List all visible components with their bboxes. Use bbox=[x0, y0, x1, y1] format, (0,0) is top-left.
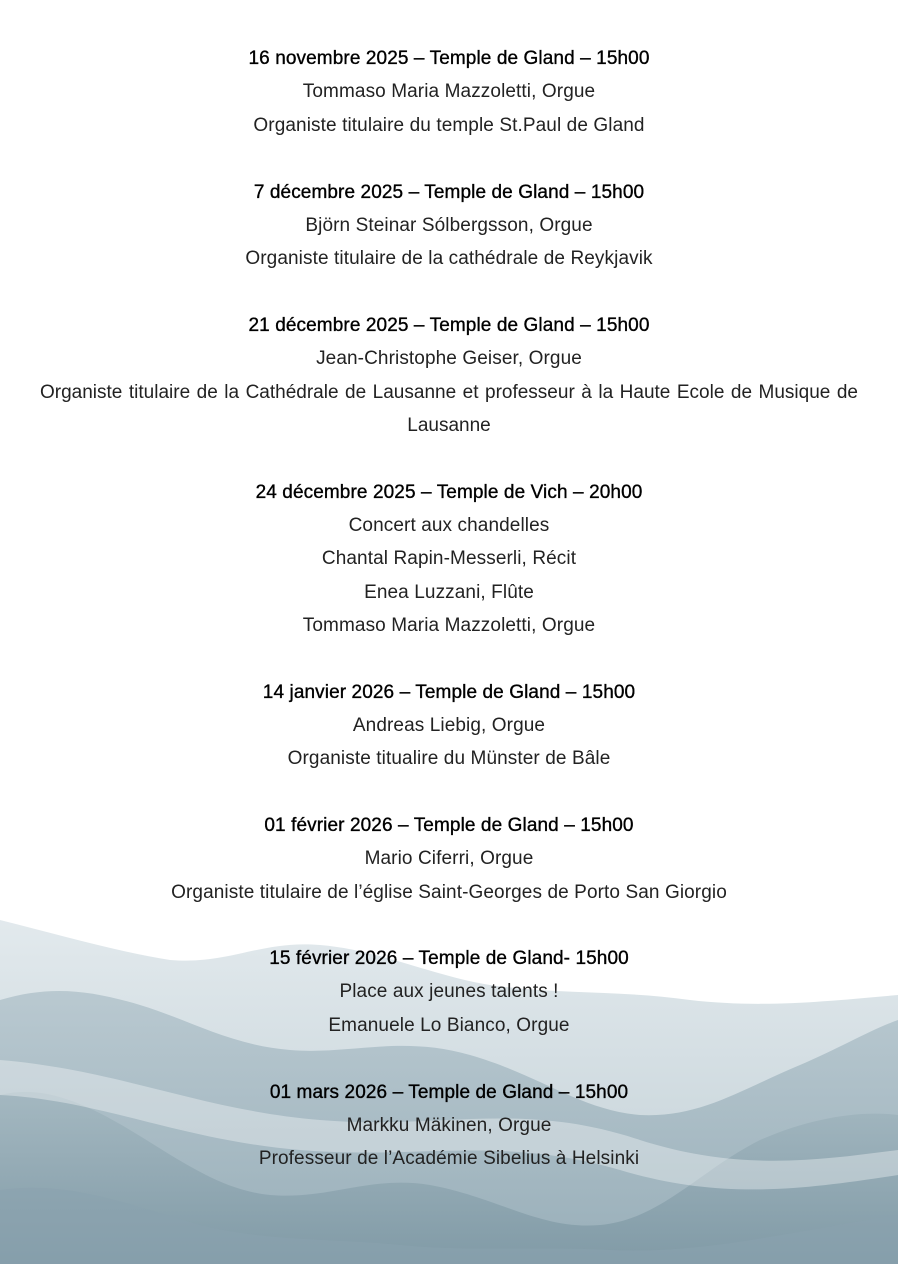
event-performer: Andreas Liebig, Orgue bbox=[352, 714, 546, 736]
event-performer: Jean-Christophe Geiser, Orgue bbox=[316, 348, 582, 370]
event-heading: 15 février 2026 – Temple de Gland- 15h00 bbox=[269, 948, 629, 969]
event-2 bbox=[40, 176, 858, 276]
event-7 bbox=[40, 942, 858, 1042]
event-6 bbox=[40, 809, 858, 909]
event-1 bbox=[40, 42, 858, 142]
event-8 bbox=[40, 1076, 858, 1176]
event-heading: 16 novembre 2025 – Temple de Gland – 15h00 bbox=[248, 48, 650, 69]
event-heading: 21 décembre 2025 – Temple de Gland – 15h00 bbox=[248, 315, 650, 336]
event-5 bbox=[40, 676, 858, 776]
event-heading: 7 décembre 2025 – Temple de Gland – 15h00 bbox=[253, 181, 645, 203]
event-heading: 01 février 2026 – Temple de Gland – 15h00 bbox=[264, 815, 634, 836]
event-performer: Enea Luzzani, Flûte bbox=[364, 581, 534, 603]
event-description: Organiste titulaire de la Cathédrale de Lausanne et professeur à la Haute Ecole de Musique de Lausanne bbox=[40, 381, 858, 437]
event-performer: Björn Steinar Sólbergsson, Orgue bbox=[305, 214, 593, 236]
event-description: Professeur de l’Académie Sibelius à Helsinki bbox=[258, 1148, 640, 1170]
event-performer: Emanuele Lo Bianco, Orgue bbox=[328, 1014, 570, 1036]
event-performer: Markku Mäkinen, Orgue bbox=[346, 1114, 552, 1136]
event-description: Organiste titualire du Münster de Bâle bbox=[287, 748, 611, 770]
event-performer: Tommaso Maria Mazzoletti, Orgue bbox=[302, 615, 596, 637]
event-subtitle: Concert aux chandelles bbox=[348, 514, 550, 536]
event-4 bbox=[40, 476, 858, 643]
event-performer: Tommaso Maria Mazzoletti, Orgue bbox=[302, 81, 596, 103]
event-description: Organiste titulaire du temple St.Paul de Gland bbox=[253, 114, 645, 136]
event-heading: 14 janvier 2026 – Temple de Gland – 15h00 bbox=[262, 681, 636, 703]
event-performer: Mario Ciferri, Orgue bbox=[364, 848, 534, 870]
event-description: Organiste titulaire de la cathédrale de Reykjavik bbox=[245, 248, 653, 270]
event-heading: 01 mars 2026 – Temple de Gland – 15h00 bbox=[269, 1081, 629, 1103]
event-performer: Chantal Rapin-Messerli, Récit bbox=[321, 548, 577, 570]
event-heading: 24 décembre 2025 – Temple de Vich – 20h00 bbox=[255, 481, 643, 503]
event-3 bbox=[40, 309, 858, 443]
event-subtitle: Place aux jeunes talents ! bbox=[339, 981, 559, 1003]
event-description: Organiste titulaire de l’église Saint-Georges de Porto San Giorgio bbox=[171, 881, 727, 903]
